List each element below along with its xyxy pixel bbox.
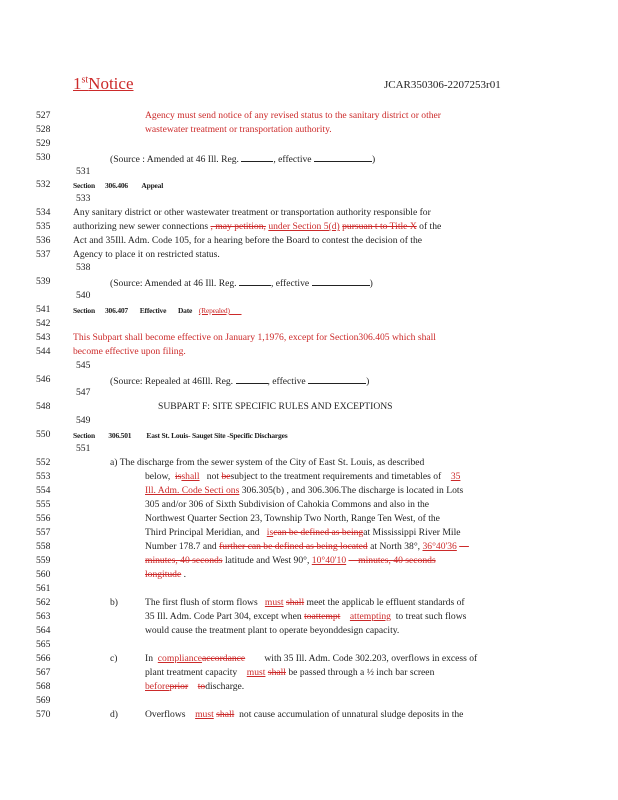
text-line: Number 178.7 and further can be defined as being located at North 38°, 36°40'36 — — [145, 541, 469, 552]
blank-field — [236, 374, 268, 384]
text-line: The first flush of storm flows must shall meet the applicab le effluent standards of — [145, 597, 465, 608]
source-note: (Source : Amended at 46 Ill. Reg. , effective ) — [110, 154, 376, 165]
line-number: 544 — [36, 346, 51, 357]
line-number: 562 — [36, 597, 51, 608]
line-number: 549 — [76, 415, 91, 426]
text-line: minutes, 40 seconds latitude and West 90°, 10°40'10 —minutes, 40 seconds — [145, 555, 436, 566]
line-number: 552 — [36, 457, 51, 468]
line-number: 550 — [36, 429, 51, 440]
section-heading: Section 306.501 East St. Louis- Sauget Site -Specific Discharges — [73, 431, 288, 440]
line-number: 564 — [36, 625, 51, 636]
notice-title: 1stNotice — [73, 74, 134, 93]
line-number: 570 — [36, 709, 51, 720]
text-line: Ill. Adm. Code Secti ons 306.305(b) , and 306.306.The discharge is located in Lots — [145, 485, 464, 496]
blank-field — [314, 152, 372, 162]
text-line: Agency to place it on restricted status. — [73, 249, 220, 260]
text-line: a) The discharge from the sewer system of the City of East St. Louis, as described — [110, 457, 425, 468]
text-line: authorizing new sewer connections , may petition, under Section 5(d) pursuan t to Title X of the — [73, 221, 442, 232]
line-number: 559 — [36, 555, 51, 566]
text-line: would cause the treatment plant to operate beyonddesign capacity. — [145, 625, 400, 636]
line-number: 547 — [76, 387, 91, 398]
blank-field — [241, 152, 273, 162]
text-line: become effective upon filing. — [73, 346, 186, 357]
line-number: 569 — [36, 695, 51, 706]
text-line: Northwest Quarter Section 23, Township Two North, Range Ten West, of the — [145, 513, 440, 524]
text-line: plant treatment capacity must shall be passed through a ½ inch bar screen — [145, 667, 435, 678]
line-number: 530 — [36, 152, 51, 163]
section-heading: Section 306.407 Effective Date (Repealed) — [73, 306, 230, 315]
text-line: wastewater treatment or transportation authority. — [145, 124, 332, 135]
blank-field — [308, 374, 366, 384]
text-line: Overflows must shall not cause accumulation of unnatural sludge deposits in the — [145, 709, 464, 720]
line-number: 543 — [36, 332, 51, 343]
line-number: 558 — [36, 541, 51, 552]
text-line: Third Principal Meridian, and iscan be defined as beingat Mississippi River Mile — [145, 527, 461, 538]
line-number: 529 — [36, 138, 51, 149]
document-code: JCAR350306-2207253r01 — [384, 79, 501, 91]
line-number: 553 — [36, 471, 51, 482]
text-line: This Subpart shall become effective on January 1,1976, except for Section306.405 which shall — [73, 332, 436, 343]
line-number: 560 — [36, 569, 51, 580]
line-number: 556 — [36, 513, 51, 524]
line-number: 539 — [36, 276, 51, 287]
text-line: Any sanitary district or other wastewater treatment or transportation authority responsible for — [73, 207, 431, 218]
line-number: 538 — [76, 262, 91, 273]
line-number: 561 — [36, 583, 51, 594]
line-number: 567 — [36, 667, 51, 678]
text-line: 305 and/or 306 of Sixth Subdivision of Cahokia Commons and also in the — [145, 499, 430, 510]
line-number: 566 — [36, 653, 51, 664]
text-line: 35 Ill. Adm. Code Part 304, except when toattempt attempting to treat such flows — [145, 611, 467, 622]
text-line: Agency must send notice of any revised status to the sanitary district or other — [145, 110, 442, 121]
list-marker: c) — [110, 653, 118, 664]
line-number: 532 — [36, 179, 51, 190]
line-number: 554 — [36, 485, 51, 496]
source-note: (Source: Repealed at 46Ill. Reg. , effective ) — [110, 376, 370, 387]
section-heading: Section 306.406 Appeal — [73, 181, 164, 190]
line-number: 537 — [36, 249, 51, 260]
source-note: (Source: Amended at 46 Ill. Reg. , effective ) — [110, 278, 373, 289]
line-number: 555 — [36, 499, 51, 510]
line-number: 534 — [36, 207, 51, 218]
line-number: 557 — [36, 527, 51, 538]
line-number: 563 — [36, 611, 51, 622]
text-line: In complianceaccordance with 35 Ill. Adm. Code 302.203, overflows in excess of — [145, 653, 478, 664]
line-number: 542 — [36, 318, 51, 329]
line-number: 533 — [76, 193, 91, 204]
line-number: 540 — [76, 290, 91, 301]
blank-field — [239, 276, 271, 286]
line-number: 531 — [76, 166, 91, 177]
line-number: 546 — [36, 374, 51, 385]
line-number: 568 — [36, 681, 51, 692]
line-number: 527 — [36, 110, 51, 121]
line-number: 548 — [36, 401, 51, 412]
blank-field — [312, 276, 370, 286]
list-marker: b) — [110, 597, 118, 608]
text-line: longitude . — [145, 569, 187, 580]
text-line: Act and 35Ill. Adm. Code 105, for a hearing before the Board to contest the decision of the — [73, 235, 423, 246]
line-number: 545 — [76, 360, 91, 371]
line-number: 528 — [36, 124, 51, 135]
line-number: 565 — [36, 639, 51, 650]
subpart-heading: SUBPART F: SITE SPECIFIC RULES AND EXCEPTIONS — [158, 401, 393, 412]
list-marker: d) — [110, 709, 118, 720]
line-number: 536 — [36, 235, 51, 246]
text-line: beforeprior todischarge. — [145, 681, 245, 692]
text-line: below, isshall not besubject to the treatment requirements and timetables of 35 — [145, 471, 461, 482]
line-number: 541 — [36, 304, 51, 315]
line-number: 535 — [36, 221, 51, 232]
line-number: 551 — [76, 443, 91, 454]
